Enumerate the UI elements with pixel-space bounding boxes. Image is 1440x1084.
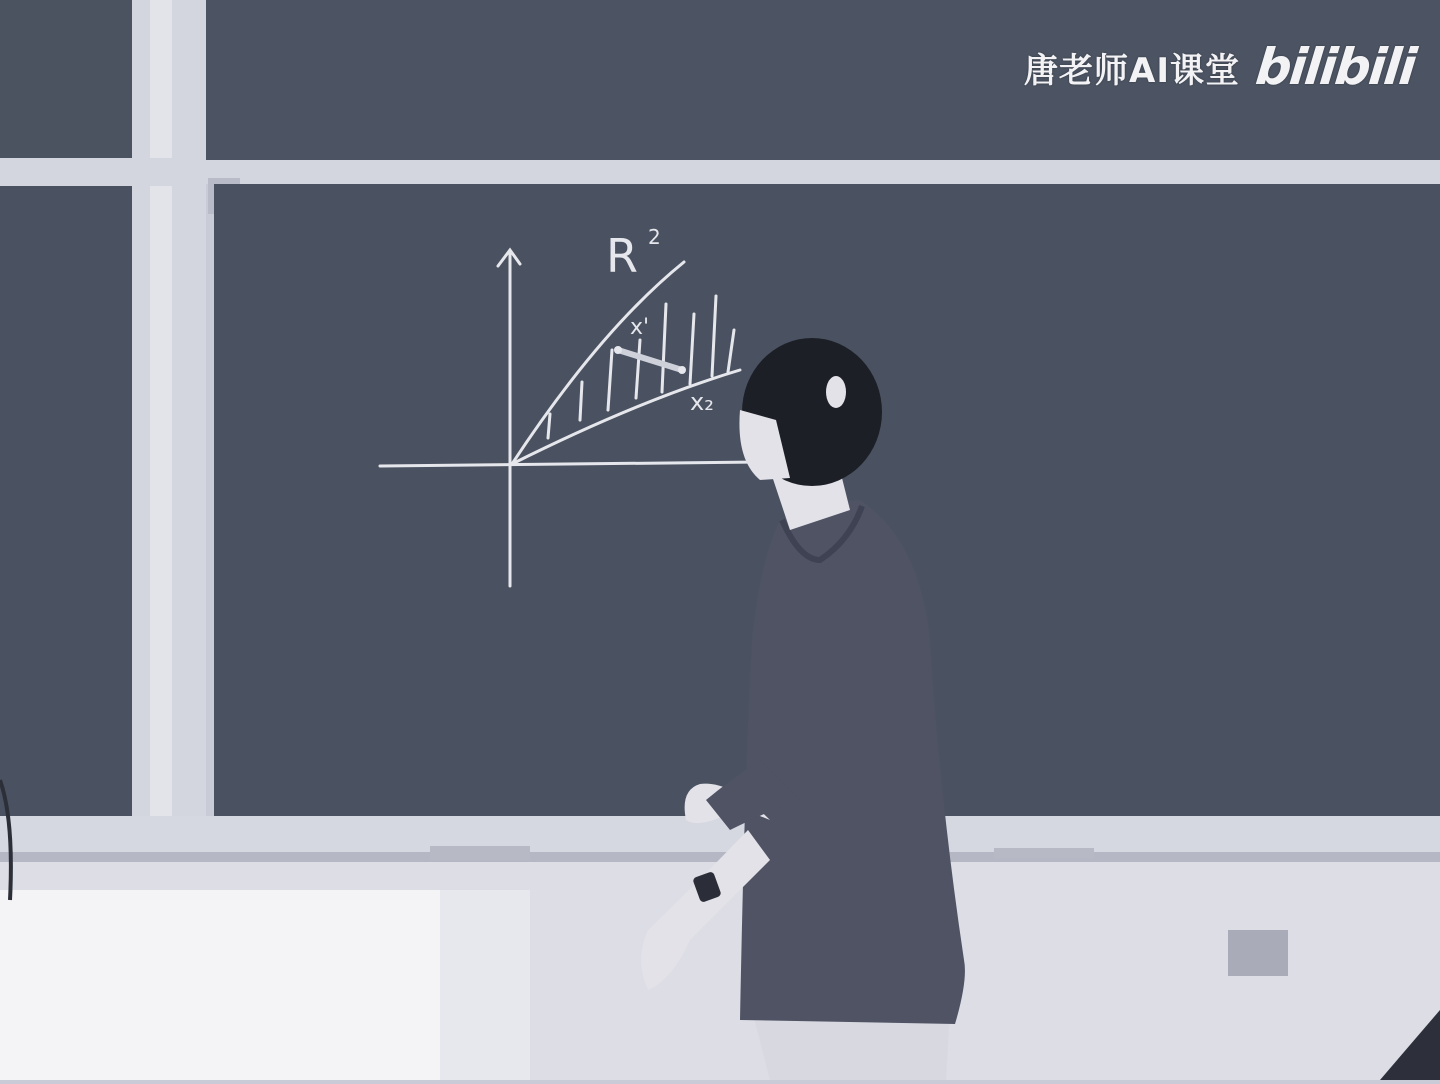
hatch-line [548, 414, 550, 438]
lecturer-ear [826, 376, 846, 408]
wall-outlet [1228, 930, 1288, 976]
channel-name: 唐老师AI课堂 [1024, 50, 1240, 91]
board-rail-left [0, 158, 206, 186]
hatch-line [580, 382, 582, 420]
left-lower-board [0, 186, 138, 816]
eraser-2 [994, 848, 1094, 858]
region-label: R [606, 229, 638, 283]
bilibili-logo: bilibili [1252, 38, 1418, 96]
board-rail [206, 160, 1440, 184]
point-a [614, 346, 622, 354]
eraser [430, 846, 530, 860]
frame-post-highlight [150, 0, 172, 850]
point-b [678, 366, 686, 374]
watermark [1024, 38, 1418, 96]
lectern-side [440, 890, 530, 1080]
lectern [0, 890, 440, 1080]
region-superscript: 2 [648, 225, 661, 249]
curve-label: x₂ [690, 388, 714, 416]
chalk-tray [0, 816, 1440, 856]
point-label: x' [630, 315, 650, 340]
left-upper-board [0, 0, 132, 158]
